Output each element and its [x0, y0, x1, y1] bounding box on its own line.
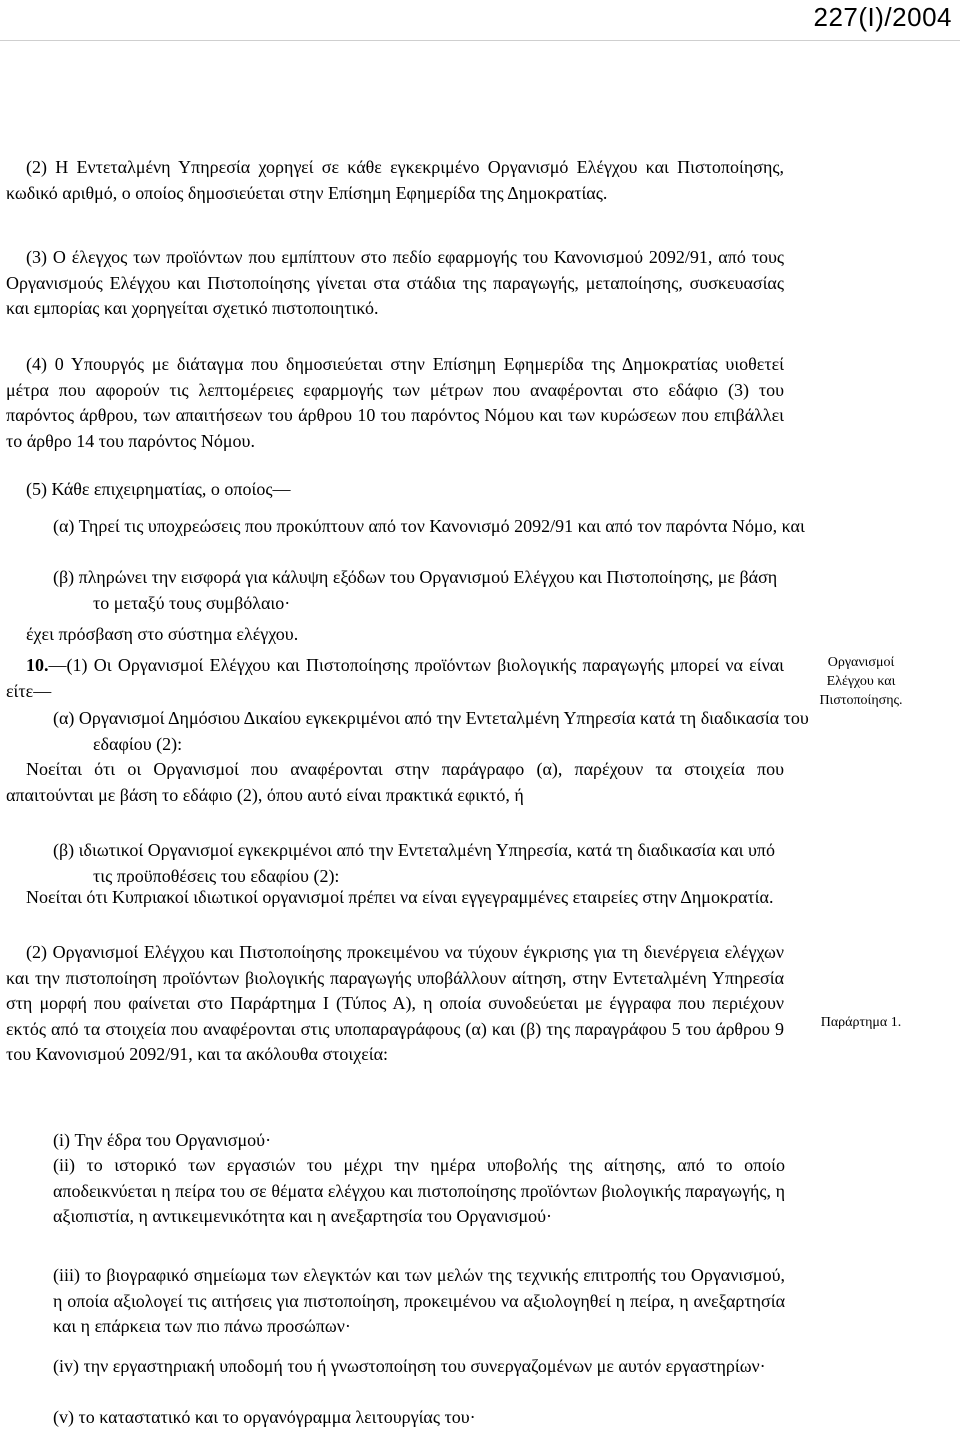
paragraph-5-item-a: (α) Τηρεί τις υποχρεώσεις που προκύπτουν από τον Κανονισμό 2092/91 και από τον παρόντα Νόμο, και [53, 516, 805, 536]
header-divider [0, 40, 960, 41]
list-item-i: (i) Την έδρα του Οργανισμού· [53, 1130, 272, 1150]
paragraph-2: (2) Η Εντεταλμένη Υπηρεσία χορηγεί σε κάθε εγκεκριμένο Οργανισμό Ελέγχου και Πιστοποίησης, κωδικό αριθμό, ο οποίος δημοσιεύεται στην Επίσημη Εφημερίδα της Δημοκρατίας. [6, 157, 784, 203]
paragraph-5-closing: έχει πρόσβαση στο σύστημα ελέγχου. [26, 624, 299, 644]
article-10-lead-text: —(1) Οι Οργανισμοί Ελέγχου και Πιστοποίησης προϊόντων βιολογικής παραγωγής μπορεί να είναι είτε— [6, 655, 784, 701]
margin-note-organisations: Οργανισμοί Ελέγχου και Πιστοποίησης. [819, 655, 903, 708]
article-10-lead [6, 653, 784, 704]
paragraph-4: (4) 0 Υπουργός με διάταγμα που δημοσιεύεται στην Επίσημη Εφημερίδα της Δημοκρατίας υιοθετεί μέτρα που αφορούν τις λεπτομέρειες εφαρμογής των μέτρων που αναφέρονται στο εδάφιο (3) του παρόντος άρθρου, των απαιτήσεων του άρθρου 10 του παρόντος Νόμου και των κυρώσεων που επιβάλλει το άρθρο 14 του παρόντος Νόμου. [6, 354, 784, 451]
article-10-item-b: (β) ιδιωτικοί Οργανισμοί εγκεκριμένοι από την Εντεταλμένη Υπηρεσία, κατά τη διαδικασία και υπό τις προϋποθέσεις του εδαφίου (2): [53, 840, 775, 886]
list-item-iii: (iii) το βιογραφικό σημείωμα των ελεγκτών και των μελών της τεχνικής επιτροπής του Οργανισμού, η οποία αξιολογεί τις αιτήσεις για πιστοποίηση, προκειμένου να αξιολογηθεί η πείρα, η ανεξαρτησία και η επάρκεια των πιο πάνω προσώπων· [53, 1265, 785, 1336]
article-10-item-b-proviso: Νοείται ότι Κυπριακοί ιδιωτικοί οργανισμοί πρέπει να είναι εγγεγραμμένες εταιρείες στην Δημοκρατία. [26, 887, 774, 907]
article-10-paragraph-2: (2) Οργανισμοί Ελέγχου και Πιστοποίησης προκειμένου να τύχουν έγκρισης για τη διενέργεια ελέγχων και την πιστοποίηση προϊόντων βιολογικής παραγωγής υποβάλλουν αίτηση, στην Εντεταλμένη Υπηρεσία στη μορφή που φαίνεται στο Παράρτημα Ι (Τύπος Α), η οποία συνοδεύεται με έγγραφα που περιέχουν εκτός από τα στοιχεία που αναφέρονται στις υποπαραγράφους (α) και (β) της παραγράφου 5 του άρθρου 9 του Κανονισμού 2092/91, και τα ακόλουθα στοιχεία: [6, 942, 784, 1064]
list-item-iv: (iv) την εργαστηριακή υποδομή του ή γνωστοποίηση του συνεργαζομένων με αυτόν εργαστηρίων· [53, 1356, 766, 1376]
document-number: 227(Ι)/2004 [813, 2, 952, 32]
margin-note-annex: Παράρτημα 1. [820, 1015, 902, 1030]
paragraph-5-intro: (5) Κάθε επιχειρηματίας, ο οποίος— [26, 479, 291, 499]
article-10-item-a: (α) Οργανισμοί Δημόσιου Δικαίου εγκεκριμένοι από την Εντεταλμένη Υπηρεσία κατά τη διαδικασία του εδαφίου (2): [53, 708, 809, 754]
article-number: 10. [26, 655, 49, 675]
list-item-ii: (ii) το ιστορικό των εργασιών του μέχρι την ημέρα υποβολής της αίτησης, από το οποίο αποδεικνύεται η πείρα του σε θέματα ελέγχου και πιστοποίησης προϊόντων βιολογικής παραγωγής, η αξιοπιστία, η αντικειμενικότητα και η ανεξαρτησία του Οργανισμού· [53, 1155, 785, 1226]
article-10-item-a-proviso: Νοείται ότι οι Οργανισμοί που αναφέρονται στην παράγραφο (α), παρέχουν τα στοιχεία που απαιτούνται με βάση το εδάφιο (2), όπου αυτό είναι πρακτικά εφικτό, ή [6, 759, 784, 805]
paragraph-3: (3) Ο έλεγχος των προϊόντων που εμπίπτουν στο πεδίο εφαρμογής του Κανονισμού 2092/91, από τους Οργανισμούς Ελέγχου και Πιστοποίησης γίνεται στα στάδια της παραγωγής, μεταποίησης, συσκευασίας και εμπορίας και χορηγείται σχετικό πιστοποιητικό. [6, 247, 784, 318]
paragraph-5-item-b: (β) πληρώνει την εισφορά για κάλυψη εξόδων του Οργανισμού Ελέγχου και Πιστοποίησης, με βάση το μεταξύ τους συμβόλαιο· [53, 567, 778, 613]
list-item-v: (v) το καταστατικό και το οργανόγραμμα λειτουργίας του· [53, 1407, 476, 1427]
